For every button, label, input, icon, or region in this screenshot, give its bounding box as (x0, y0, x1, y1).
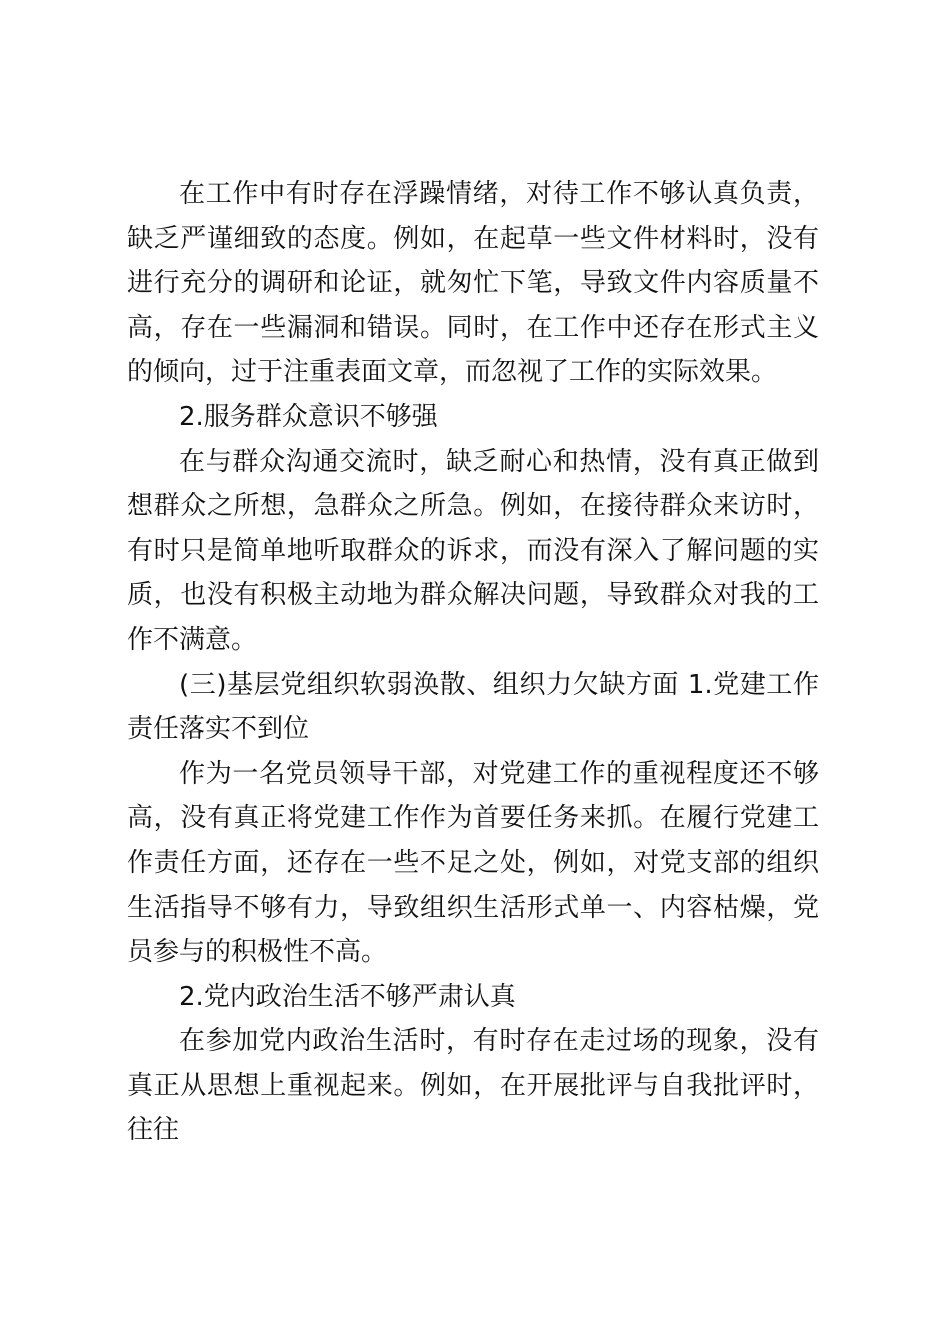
heading-political-life: 2.党内政治生活不够严肃认真 (179, 981, 516, 1012)
document-body (127, 172, 819, 1153)
paragraph-service-awareness: 在与群众沟通交流时，缺乏耐心和热情，没有真正做到想群众之所想，急群众之所急。例如，在接待群众来访时，有时只是简单地听取群众的诉求，而没有深入了解问题的实质，也没有积极主动地为群众解决问题，导致群众对我的工作不满意。 (127, 446, 819, 655)
heading-section-three: (三)基层党组织软弱涣散、组织力欠缺方面 1.党建工作责任落实不到位 (127, 669, 819, 745)
paragraph-work-attitude: 在工作中有时存在浮躁情绪，对待工作不够认真负责，缺乏严谨细致的态度。例如，在起草一些文件材料时，没有进行充分的调研和论证，就匆忙下笔，导致文件内容质量不高，存在一些漏洞和错误。同时，在工作中还存在形式主义的倾向，过于注重表面文章，而忽视了工作的实际效果。 (127, 179, 819, 388)
paragraph-political-life: 在参加党内政治生活时，有时存在走过场的现象，没有真正从思想上重视起来。例如，在开展批评与自我批评时，往往 (127, 1026, 819, 1146)
heading-service-awareness: 2.服务群众意识不够强 (179, 401, 438, 432)
paragraph-party-building: 作为一名党员领导干部，对党建工作的重视程度还不够高，没有真正将党建工作作为首要任务来抓。在履行党建工作责任方面，还存在一些不足之处，例如，对党支部的组织生活指导不够有力，导致组织生活形式单一、内容枯燥，党员参与的积极性不高。 (127, 758, 819, 968)
